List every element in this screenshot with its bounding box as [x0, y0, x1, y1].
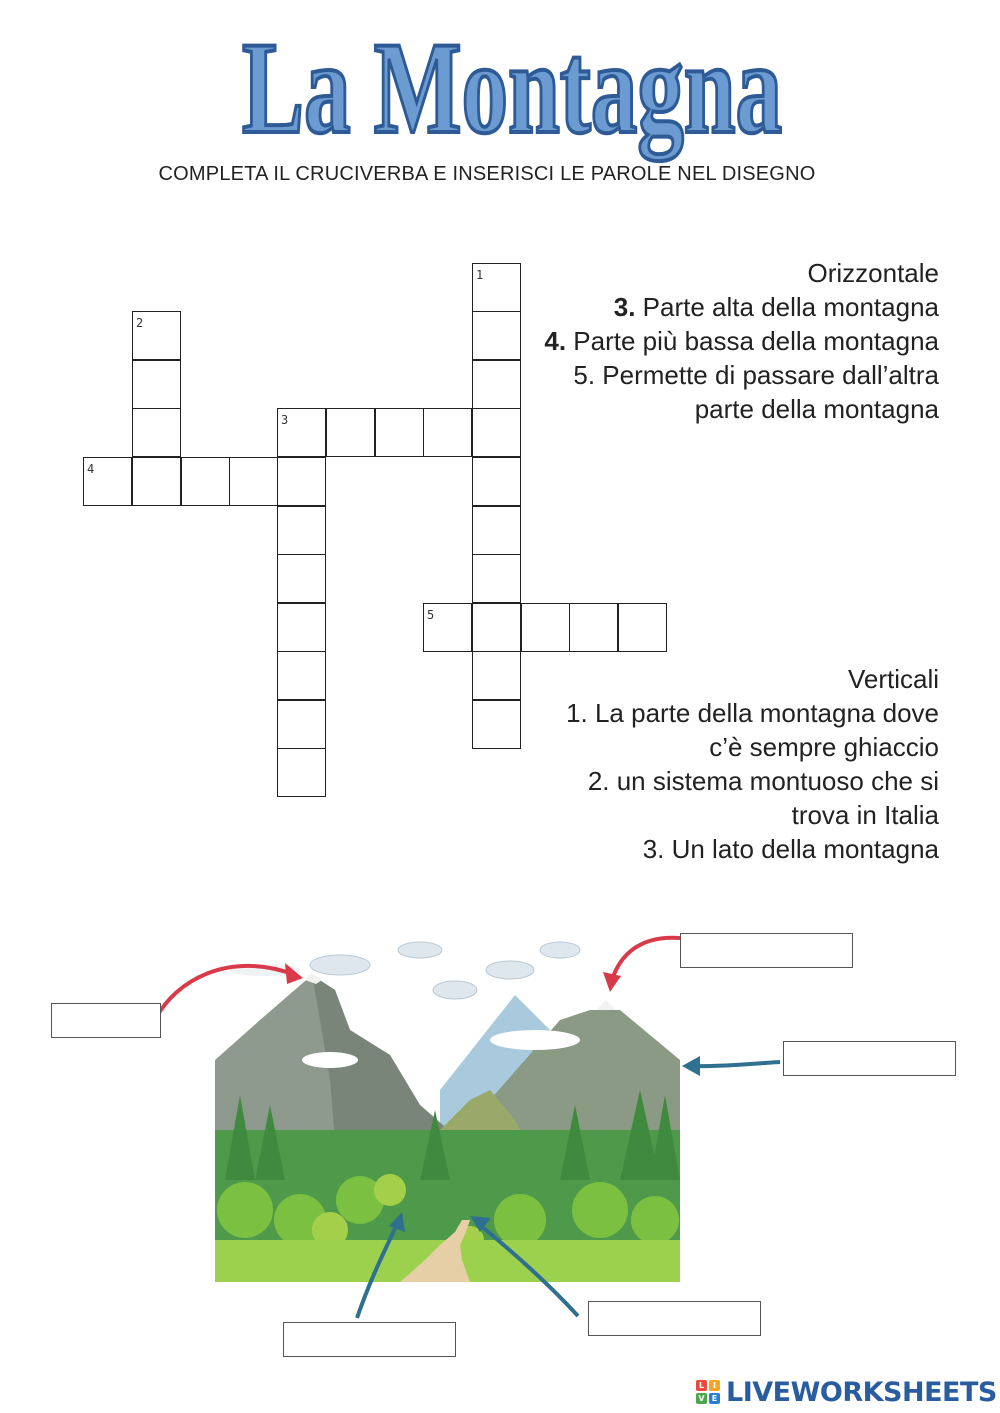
clue-number: 3 — [281, 413, 289, 427]
instructions: COMPLETA IL CRUCIVERBA E INSERISCI LE PAROLE NEL DISEGNO — [158, 163, 816, 185]
crossword-cell[interactable] — [277, 700, 326, 749]
badge-letter: L — [696, 1380, 707, 1391]
drawing-answer-box[interactable] — [783, 1041, 956, 1076]
badge-letter: V — [696, 1393, 707, 1404]
crossword-cell[interactable] — [375, 408, 424, 457]
crossword-cell[interactable] — [132, 360, 181, 409]
crossword-cell[interactable] — [326, 408, 375, 457]
clues-down — [539, 662, 939, 866]
crossword-cell[interactable] — [277, 408, 326, 457]
crossword-cell[interactable] — [569, 603, 618, 652]
clue-number: 4 — [87, 462, 95, 476]
logo-text: LIVEWORKSHEETS — [726, 1376, 997, 1408]
crossword-cell[interactable] — [472, 263, 521, 312]
crossword-cell[interactable] — [472, 700, 521, 749]
cloud-icon — [490, 1030, 580, 1050]
title-graphic — [0, 0, 1000, 175]
crossword-cell[interactable] — [618, 603, 667, 652]
clues-across — [539, 256, 939, 426]
drawing-answer-box[interactable] — [283, 1322, 456, 1357]
clues-across-heading: Orizzontale — [807, 258, 939, 288]
badge-letter: I — [709, 1380, 720, 1391]
crossword-cell[interactable] — [423, 408, 472, 457]
crossword-cell[interactable] — [472, 554, 521, 603]
crossword-cell[interactable] — [472, 408, 521, 457]
crossword-cell[interactable] — [277, 457, 326, 506]
crossword-cell[interactable] — [472, 603, 521, 652]
drawing-answer-box[interactable] — [680, 933, 853, 968]
crossword-cell[interactable] — [277, 748, 326, 797]
clue-item: 3. Un lato della montagna — [642, 834, 939, 864]
drawing-answer-box[interactable] — [588, 1301, 761, 1336]
clue-item: 5. Permette di passare dall’altra parte della montagna — [573, 360, 939, 424]
clue-number: 2 — [136, 316, 144, 330]
arrow-head-icon — [603, 972, 621, 992]
clue-number: 5 — [427, 608, 435, 622]
cloud-icon — [310, 942, 580, 999]
crossword-cell[interactable] — [521, 603, 570, 652]
arrow-icon — [612, 938, 680, 980]
clue-number: 1 — [476, 268, 484, 282]
crossword-cell[interactable] — [472, 360, 521, 409]
crossword-cell[interactable] — [229, 457, 278, 506]
cloud-icon — [302, 1052, 358, 1068]
drawing-answer-box[interactable] — [51, 1003, 161, 1038]
clue-item: 2. un sistema montuoso che si trova in Italia — [587, 766, 939, 830]
crossword-cell[interactable] — [132, 457, 181, 506]
clue-item: 4. Parte più bassa della montagna — [544, 326, 939, 356]
clue-item: 3. Parte alta della montagna — [613, 292, 939, 322]
snow-peak-icon — [596, 1000, 616, 1010]
crossword-cell[interactable] — [277, 651, 326, 700]
crossword-cell[interactable] — [472, 651, 521, 700]
crossword-cell[interactable] — [132, 408, 181, 457]
crossword-cell[interactable] — [472, 457, 521, 506]
clue-item: 1. La parte della montagna dove c’è sempre ghiaccio — [566, 698, 939, 762]
logo-badge-icon — [696, 1380, 720, 1404]
crossword-cell[interactable] — [472, 506, 521, 555]
crossword-cell[interactable] — [132, 311, 181, 360]
crossword-cell[interactable] — [277, 603, 326, 652]
arrow-head-icon — [682, 1056, 700, 1076]
liveworksheets-logo — [696, 1374, 997, 1410]
page-title: La Montagna — [242, 14, 782, 161]
crossword-cell[interactable] — [83, 457, 132, 506]
crossword-cell[interactable] — [181, 457, 230, 506]
crossword-cell[interactable] — [423, 603, 472, 652]
badge-letter: E — [709, 1393, 720, 1404]
arrow-icon — [692, 1062, 780, 1066]
crossword-cell[interactable] — [277, 506, 326, 555]
crossword-cell[interactable] — [277, 554, 326, 603]
arrow-head-icon — [285, 963, 303, 984]
clues-down-heading: Verticali — [847, 664, 939, 694]
crossword-cell[interactable] — [472, 311, 521, 360]
